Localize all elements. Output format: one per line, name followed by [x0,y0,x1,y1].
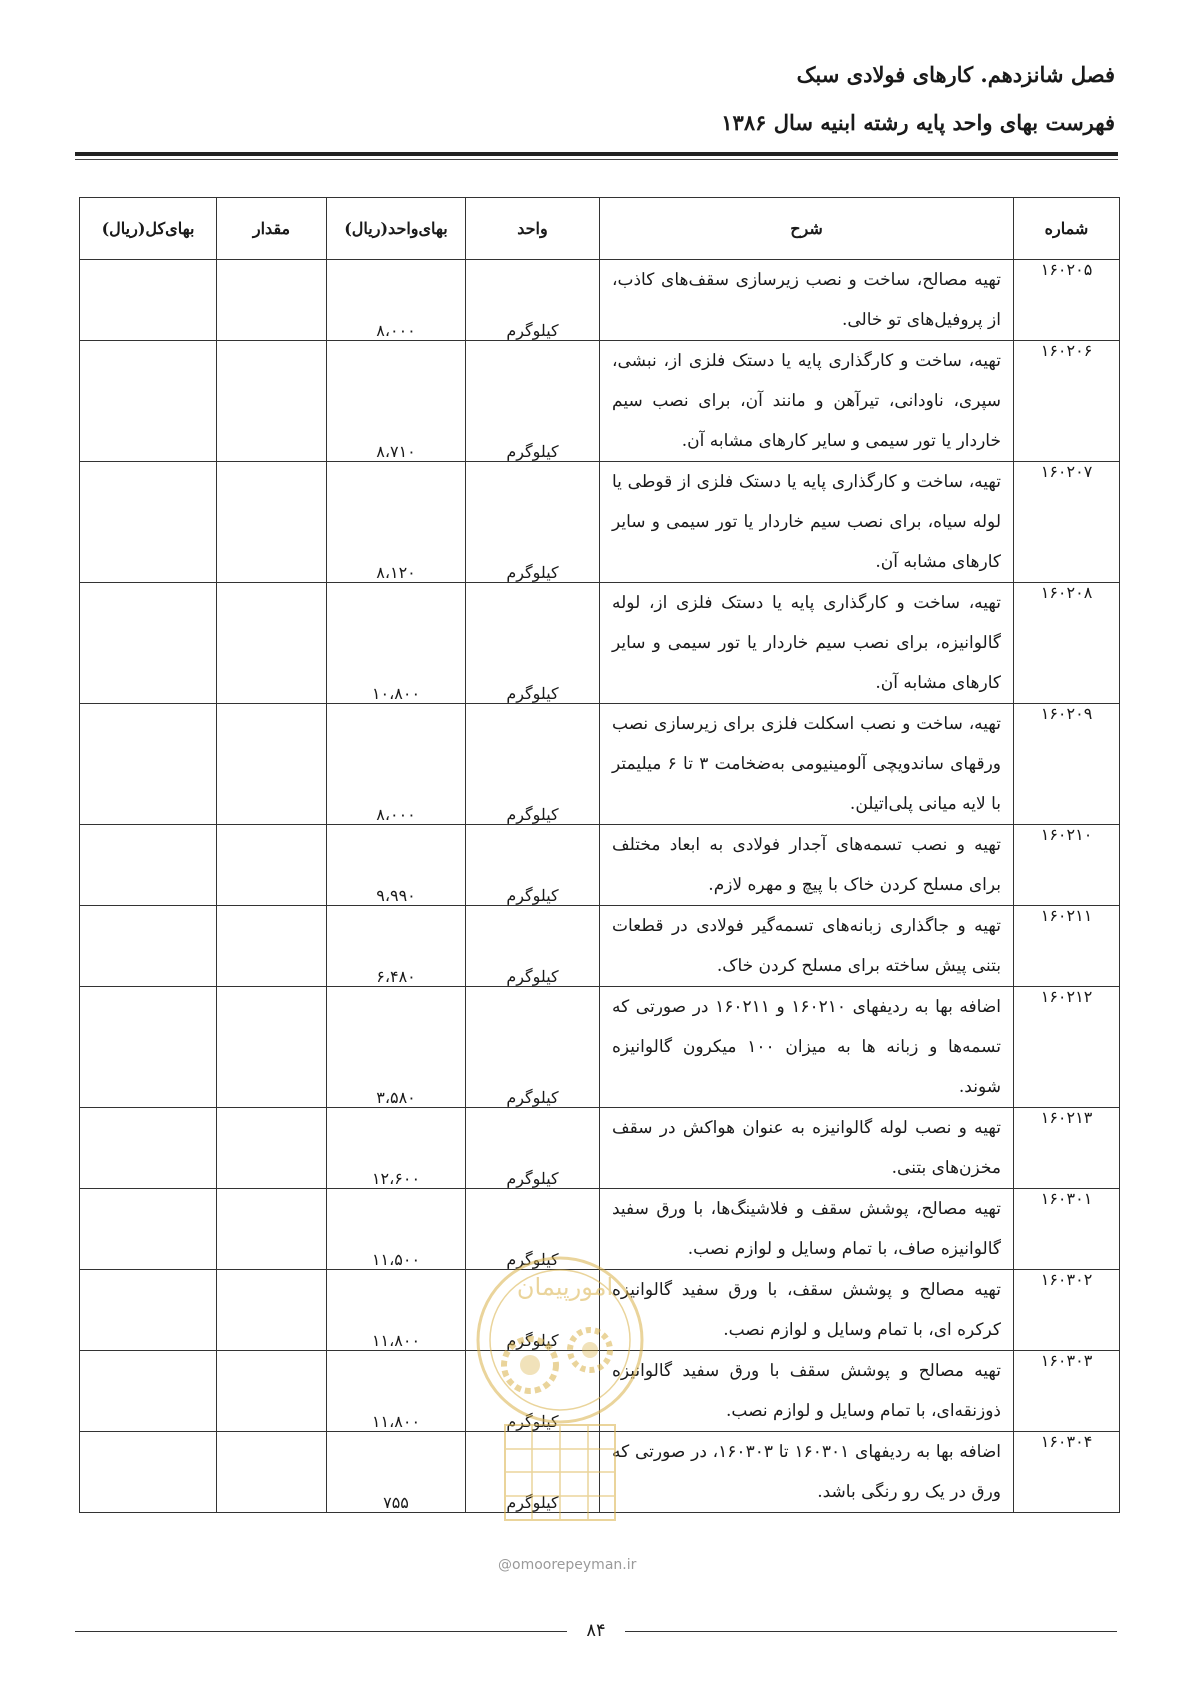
item-unit-price: ۸،۰۰۰ [327,704,466,825]
footer-rule-left [75,1631,567,1632]
item-unit: کیلوگرم [466,704,600,825]
item-description: تهیه مصالح و پوشش سقف با ورق سفید گالوانیزه ذوزنقه‌ای، با تمام وسایل و لوازم نصب. [612,1361,1001,1421]
item-total-price [80,583,217,704]
item-unit-price: ۱۲،۶۰۰ [327,1108,466,1189]
item-unit: کیلوگرم [466,987,600,1108]
item-number: ۱۶۰۲۰۵ [1014,260,1120,341]
table-row [80,1108,1120,1189]
item-total-price [80,260,217,341]
item-number: ۱۶۰۳۰۳ [1014,1351,1120,1432]
table-row [80,906,1120,987]
column-header-quantity: مقدار [217,198,327,260]
item-unit: کیلوگرم [466,260,600,341]
table-row [80,583,1120,704]
item-total-price [80,1432,217,1513]
item-description-cell [600,1432,1014,1513]
item-quantity [217,260,327,341]
table-row [80,341,1120,462]
item-quantity [217,1189,327,1270]
table-row [80,825,1120,906]
item-quantity [217,583,327,704]
item-description-cell [600,462,1014,583]
table-row [80,1351,1120,1432]
page-number: ۸۴ [586,1620,606,1641]
item-number: ۱۶۰۳۰۴ [1014,1432,1120,1513]
item-number: ۱۶۰۲۱۲ [1014,987,1120,1108]
item-quantity [217,1108,327,1189]
item-description: تهیه و جاگذاری زبانه‌های تسمه‌گیر فولادی در قطعات بتنی پیش ساخته برای مسلح کردن خاک. [612,916,1001,976]
watermark-site-text: @omoorepeyman.ir [498,1557,637,1573]
item-unit-price: ۳،۵۸۰ [327,987,466,1108]
item-unit: کیلوگرم [466,1108,600,1189]
item-description-cell [600,1189,1014,1270]
item-description-cell [600,1351,1014,1432]
item-unit: کیلوگرم [466,825,600,906]
table-row [80,462,1120,583]
item-quantity [217,704,327,825]
item-description-cell [600,906,1014,987]
header-rule-thin [75,159,1118,160]
item-total-price [80,1108,217,1189]
item-unit: کیلوگرم [466,1189,600,1270]
item-unit-price: ۶،۴۸۰ [327,906,466,987]
item-number: ۱۶۰۲۰۹ [1014,704,1120,825]
item-number: ۱۶۰۲۱۱ [1014,906,1120,987]
table-row [80,987,1120,1108]
item-number: ۱۶۰۲۰۷ [1014,462,1120,583]
item-unit: کیلوگرم [466,341,600,462]
item-total-price [80,462,217,583]
column-header-unit-price: بهای‌واحد(ریال) [327,198,466,260]
page-header [721,58,1115,140]
item-description-cell [600,260,1014,341]
item-number: ۱۶۰۲۰۸ [1014,583,1120,704]
item-unit: کیلوگرم [466,462,600,583]
item-total-price [80,1189,217,1270]
item-unit-price: ۱۱،۵۰۰ [327,1189,466,1270]
item-description-cell [600,1270,1014,1351]
item-number: ۱۶۰۲۱۰ [1014,825,1120,906]
item-total-price [80,704,217,825]
price-table [79,197,1120,1513]
item-quantity [217,825,327,906]
table-row [80,1270,1120,1351]
item-quantity [217,462,327,583]
item-description: تهیه و نصب تسمه‌های آجدار فولادی به ابعاد مختلف برای مسلح کردن خاک با پیچ و مهره لازم. [612,835,1001,895]
chapter-title: فصل شانزدهم. کارهای فولادی سبک [796,62,1115,87]
item-unit-price: ۸،۷۱۰ [327,341,466,462]
table-row [80,704,1120,825]
item-quantity [217,1270,327,1351]
item-quantity [217,341,327,462]
item-description: تهیه، ساخت و کارگذاری پایه یا دستک فلزی از، نبشی، سپری، ناودانی، تیرآهن و مانند آن، برای نصب سیم خاردار یا تور سیمی و سایر کارهای مشابه آن. [612,351,1001,451]
item-description-cell [600,704,1014,825]
item-total-price [80,1351,217,1432]
item-unit-price: ۷۵۵ [327,1432,466,1513]
item-quantity [217,1351,327,1432]
item-quantity [217,987,327,1108]
item-total-price [80,825,217,906]
item-description: تهیه، ساخت و کارگذاری پایه یا دستک فلزی از، لوله گالوانیزه، برای نصب سیم خاردار یا تور سیمی و سایر کارهای مشابه آن. [612,593,1001,693]
table-header-row [80,198,1120,260]
item-total-price [80,341,217,462]
item-description-cell [600,583,1014,704]
item-unit: کیلوگرم [466,1270,600,1351]
item-unit-price: ۹،۹۹۰ [327,825,466,906]
column-header-description: شرح [600,198,1014,260]
item-unit: کیلوگرم [466,1432,600,1513]
item-quantity [217,906,327,987]
item-number: ۱۶۰۲۰۶ [1014,341,1120,462]
item-total-price [80,987,217,1108]
item-description: تهیه مصالح، پوشش سقف و فلاشینگ‌ها، با ورق سفید گالوانیزه صاف، با تمام وسایل و لوازم نصب. [612,1199,1001,1259]
item-unit-price: ۸،۱۲۰ [327,462,466,583]
column-header-unit: واحد [466,198,600,260]
item-unit-price: ۱۰،۸۰۰ [327,583,466,704]
item-description: تهیه مصالح و پوشش سقف، با ورق سفید گالوانیزه کرکره ای، با تمام وسایل و لوازم نصب. [612,1280,1001,1340]
item-number: ۱۶۰۳۰۱ [1014,1189,1120,1270]
item-total-price [80,1270,217,1351]
price-list-title: فهرست بهای واحد پایه رشته ابنیه سال ۱۳۸۶ [721,110,1115,135]
item-unit-price: ۱۱،۸۰۰ [327,1270,466,1351]
header-rule-thick [75,152,1118,156]
item-unit-price: ۱۱،۸۰۰ [327,1351,466,1432]
item-quantity [217,1432,327,1513]
table-row [80,260,1120,341]
item-description-cell [600,1108,1014,1189]
item-description-cell [600,825,1014,906]
item-description: تهیه مصالح، ساخت و نصب زیرسازی سقف‌های کاذب، از پروفیل‌های تو خالی. [612,270,1001,330]
footer-rule-right [625,1631,1117,1632]
item-unit: کیلوگرم [466,906,600,987]
table-row [80,1189,1120,1270]
item-description-cell [600,987,1014,1108]
item-description: اضافه بها به ردیفهای ۱۶۰۳۰۱ تا ۱۶۰۳۰۳، در صورتی که ورق در یک رو رنگی باشد. [612,1442,1001,1502]
column-header-number: شماره [1014,198,1120,260]
item-description: تهیه و نصب لوله گالوانیزه به عنوان هواکش در سقف مخزن‌های بتنی. [612,1118,1001,1178]
item-number: ۱۶۰۳۰۲ [1014,1270,1120,1351]
item-unit: کیلوگرم [466,583,600,704]
item-number: ۱۶۰۲۱۳ [1014,1108,1120,1189]
watermark-seal-text: امورپیمان [516,1273,614,1301]
item-description: اضافه بها به ردیفهای ۱۶۰۲۱۰ و ۱۶۰۲۱۱ در صورتی که تسمه‌ها و زبانه ها به میزان ۱۰۰ میکرون گالوانیزه شوند. [612,997,1001,1097]
item-description: تهیه، ساخت و نصب اسکلت فلزی برای زیرسازی نصب ورقهای ساندویچی آلومینیومی به‌ضخامت ۳ تا ۶ میلیمتر با لایه میانی پلی‌اتیلن. [612,714,1001,814]
item-description: تهیه، ساخت و کارگذاری پایه یا دستک فلزی از قوطی یا لوله سیاه، برای نصب سیم خاردار یا تور سیمی و سایر کارهای مشابه آن. [612,472,1001,572]
item-unit-price: ۸،۰۰۰ [327,260,466,341]
item-unit: کیلوگرم [466,1351,600,1432]
column-header-total-price: بهای‌کل(ریال) [80,198,217,260]
table-row [80,1432,1120,1513]
item-description-cell [600,341,1014,462]
item-total-price [80,906,217,987]
